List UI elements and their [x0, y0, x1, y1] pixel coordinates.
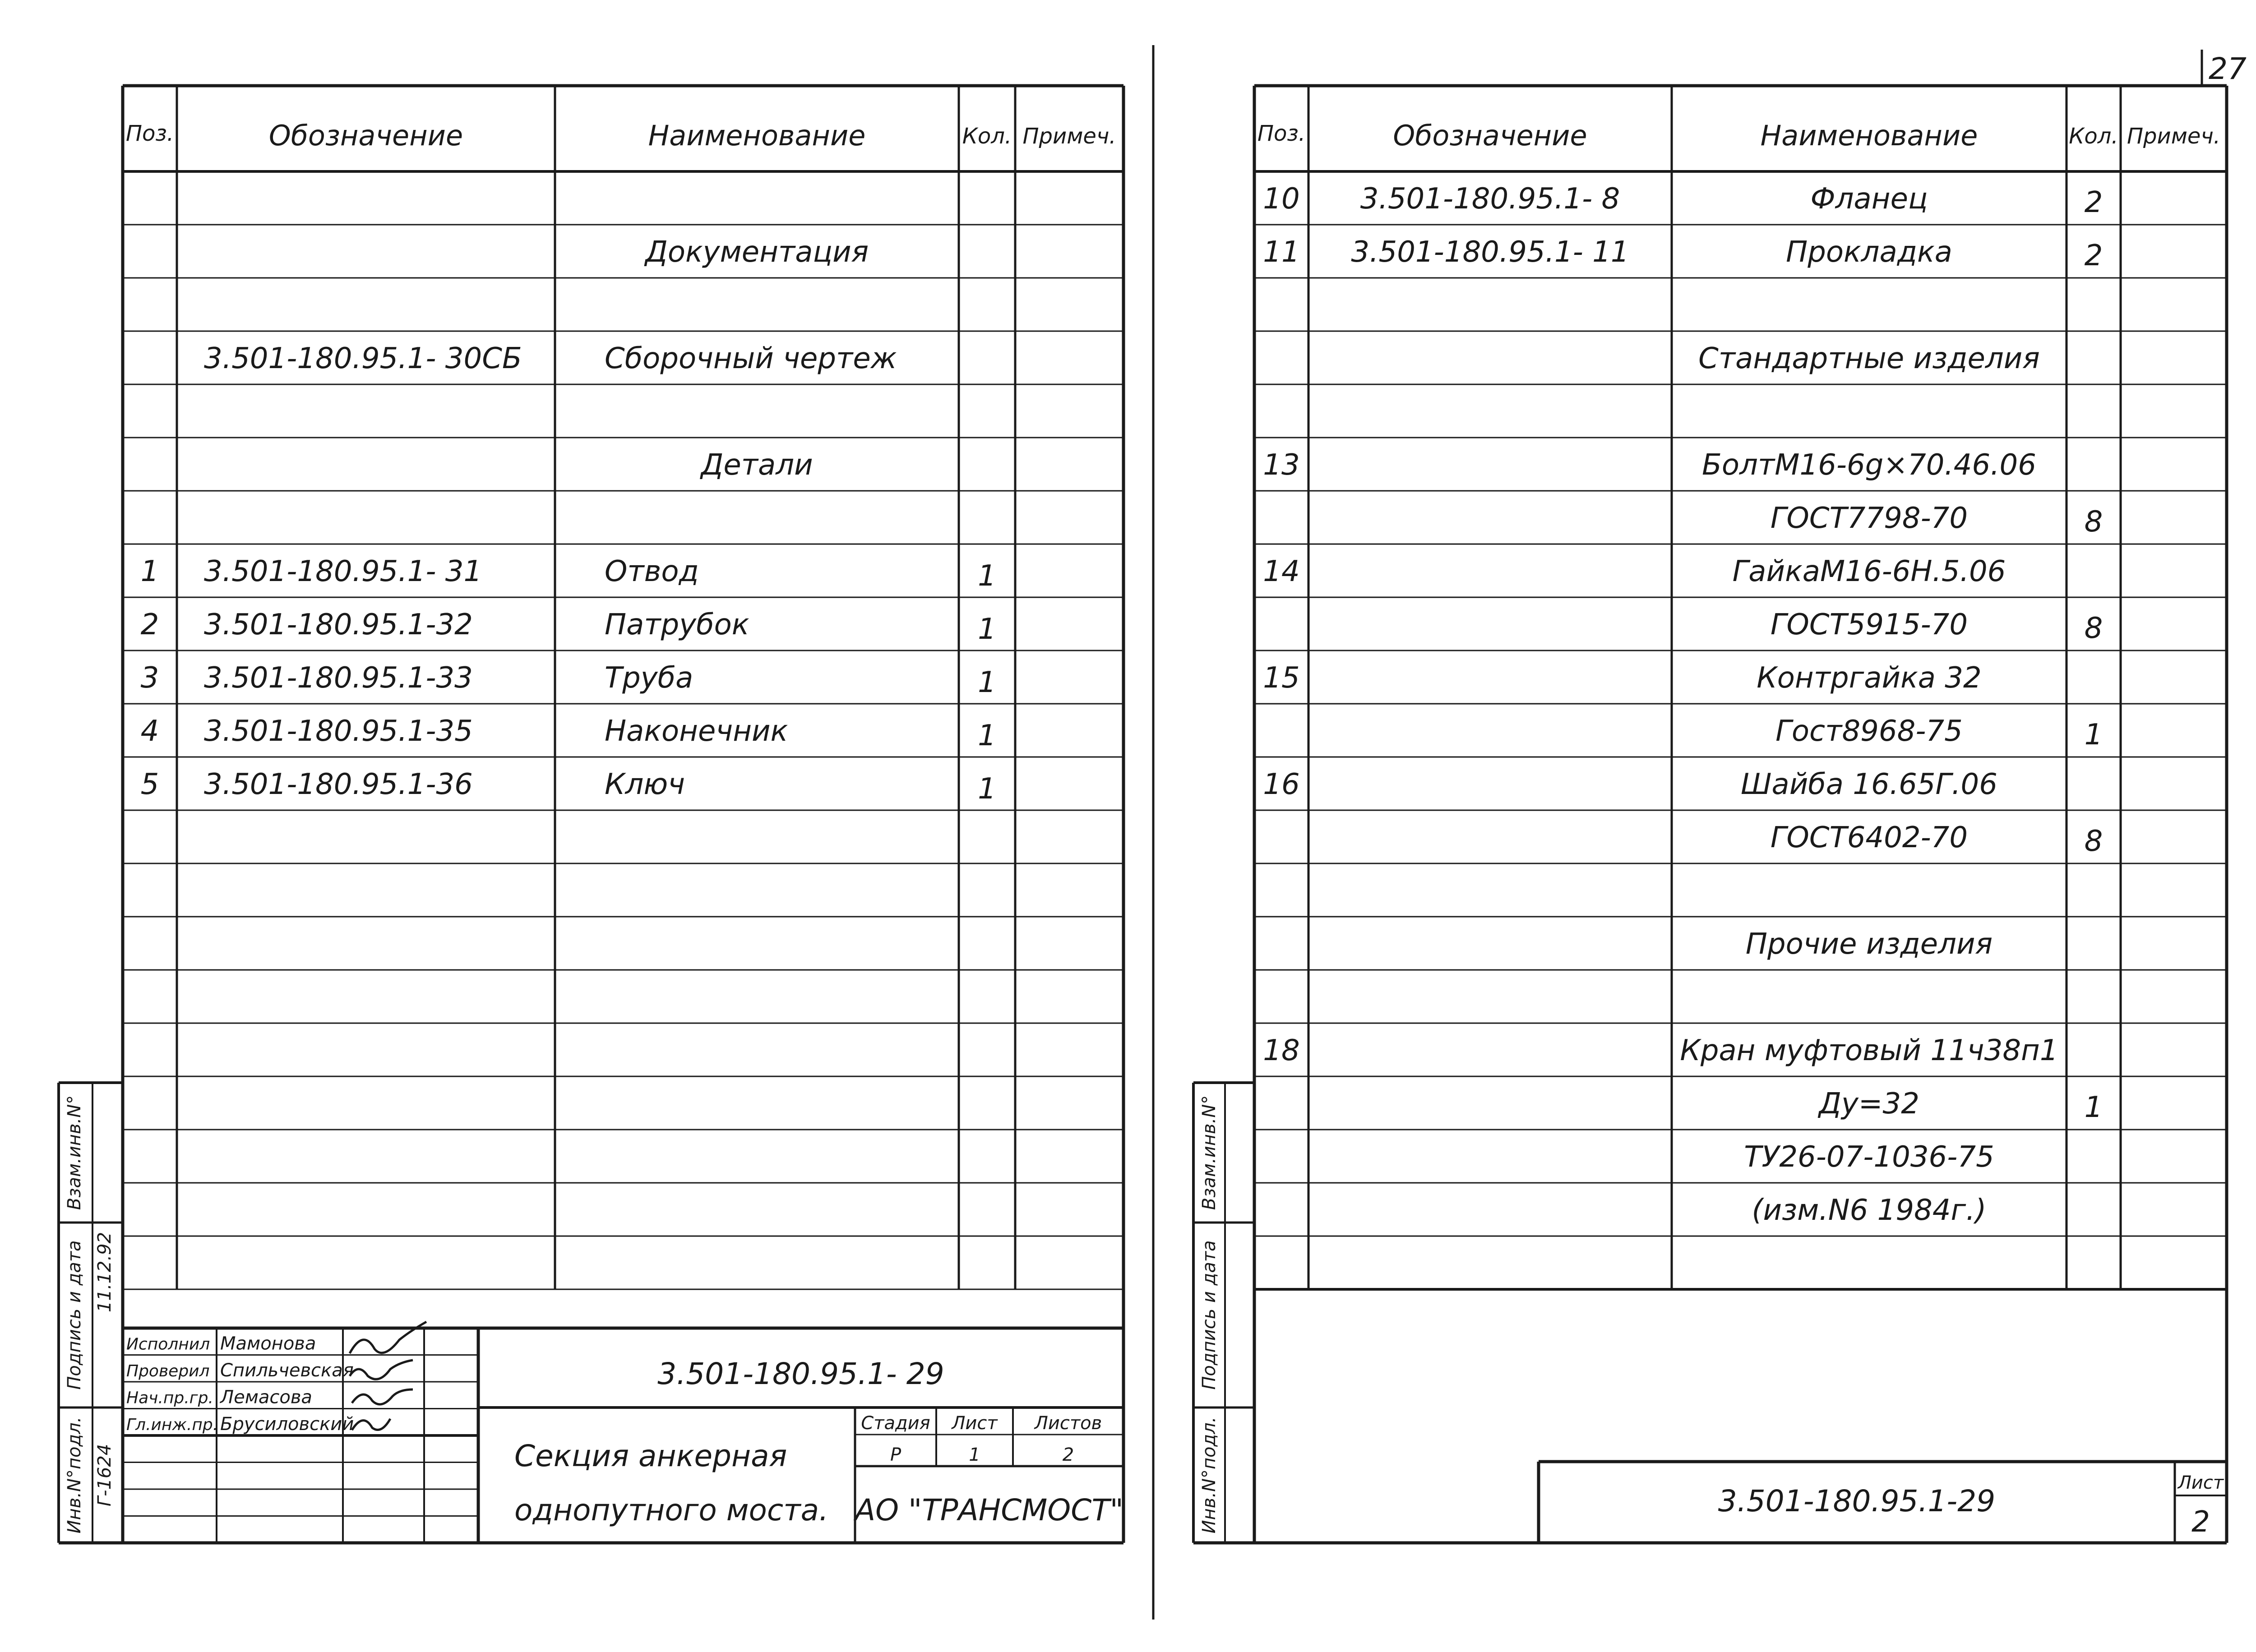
row-pos: 1	[140, 555, 159, 588]
row-designation: 3.501-180.95.1-33	[204, 661, 473, 695]
title-line-1: Секция анкерная	[514, 1439, 787, 1473]
row-pos: 18	[1263, 1034, 1300, 1067]
person-role: Нач.пр.гр.	[126, 1389, 213, 1407]
row-pos: 2	[140, 608, 159, 641]
header-qty: Кол.	[962, 124, 1012, 149]
person-role: Гл.инж.пр.	[126, 1416, 218, 1434]
side-value-sign-date: 11.12.92	[94, 1232, 115, 1313]
left-sheet	[59, 86, 1123, 1543]
row-designation: 3.501-180.95.1- 31	[204, 555, 482, 588]
row-name: Сборочный чертеж	[605, 342, 897, 375]
title-doc-number: 3.501-180.95.1-29	[1718, 1484, 1996, 1518]
row-name: Шайба 16.65Г.06	[1741, 768, 1997, 801]
row-name: (изм.N6 1984г.)	[1752, 1194, 1987, 1227]
person-role: Исполнил	[126, 1335, 210, 1354]
row-name: Труба	[605, 661, 693, 695]
sheet-value: 1	[969, 1444, 980, 1465]
row-pos: 5	[140, 768, 159, 801]
row-name: Ключ	[605, 768, 685, 801]
row-name: Отвод	[605, 555, 699, 588]
row-designation: 3.501-180.95.1- 30СБ	[204, 342, 522, 375]
person-name: Спильчевская	[220, 1360, 354, 1381]
row-name: ТУ26-07-1036-75	[1744, 1140, 1994, 1174]
header-pos: Поз.	[1257, 121, 1306, 146]
row-qty: 1	[978, 666, 996, 699]
row-designation: 3.501-180.95.1-35	[204, 715, 473, 748]
page-number: 27	[2209, 51, 2247, 86]
stage-value: Р	[890, 1444, 901, 1465]
row-qty: 1	[978, 613, 996, 646]
row-qty: 8	[2084, 612, 2103, 645]
row-pos: 16	[1263, 768, 1300, 801]
header-name: Наименование	[648, 119, 866, 152]
side-label-inv-subst: Взам.инв.N°	[1199, 1095, 1220, 1210]
row-name: ГОСТ7798-70	[1770, 502, 1968, 535]
person-name: Лемасова	[220, 1387, 312, 1408]
row-name: Контргайка 32	[1757, 661, 1982, 695]
row-name: Стандартные изделия	[1698, 342, 2040, 375]
title-line-2: однопутного моста.	[514, 1493, 829, 1527]
header-qty: Кол.	[2069, 124, 2118, 149]
signature-2	[350, 1360, 413, 1379]
header-note: Примеч.	[1022, 124, 1116, 149]
side-label-sign-date: Подпись и дата	[64, 1240, 85, 1390]
row-name: Патрубок	[605, 608, 749, 641]
row-pos: 4	[140, 715, 159, 748]
row-name: Документация	[645, 235, 869, 269]
person-role: Проверил	[126, 1362, 210, 1380]
side-label-inv-orig: Инв.N°подл.	[1199, 1417, 1220, 1534]
sheets-value: 2	[1062, 1444, 1074, 1465]
signature-4	[352, 1419, 390, 1430]
row-name: Детали	[701, 448, 813, 482]
row-pos: 10	[1263, 182, 1300, 216]
person-name: Мамонова	[220, 1333, 316, 1354]
row-name: Прочие изделия	[1745, 928, 1993, 961]
row-designation: 3.501-180.95.1- 11	[1351, 235, 1629, 269]
row-name: БолтМ16-6g×70.46.06	[1702, 448, 2036, 482]
row-name: ГОСТ5915-70	[1770, 608, 1968, 641]
side-label-inv-subst: Взам.инв.N°	[64, 1095, 85, 1210]
signature-3	[352, 1389, 413, 1404]
side-label-sign-date: Подпись и дата	[1199, 1240, 1220, 1390]
header-designation: Обозначение	[268, 119, 463, 152]
row-name: Ду=32	[1819, 1087, 1919, 1121]
row-name: Фланец	[1810, 182, 1928, 216]
row-qty: 1	[978, 772, 996, 806]
row-designation: 3.501-180.95.1- 8	[1360, 182, 1620, 216]
side-label-inv-orig: Инв.N°подл.	[64, 1417, 85, 1534]
row-qty: 8	[2084, 505, 2103, 539]
person-name: Брусиловский	[220, 1414, 354, 1435]
stage-label: Стадия	[861, 1413, 930, 1434]
header-note: Примеч.	[2127, 124, 2221, 149]
organization: АО "ТРАНСМОСТ"	[855, 1493, 1124, 1527]
row-qty: 1	[978, 719, 996, 752]
row-name: Гост8968-75	[1775, 715, 1963, 748]
row-name: Наконечник	[605, 715, 788, 748]
row-designation: 3.501-180.95.1-32	[204, 608, 473, 641]
sheet-label: Лист	[2177, 1472, 2224, 1493]
row-name: ГОСТ6402-70	[1770, 821, 1968, 854]
row-designation: 3.501-180.95.1-36	[204, 768, 473, 801]
row-qty: 2	[2084, 186, 2103, 219]
sheets-label: Листов	[1034, 1413, 1102, 1434]
header-pos: Поз.	[125, 121, 174, 146]
row-pos: 3	[140, 661, 159, 695]
row-qty: 2	[2084, 239, 2103, 272]
row-pos: 11	[1263, 235, 1300, 269]
row-name: Прокладка	[1786, 235, 1952, 269]
header-designation: Обозначение	[1393, 119, 1587, 152]
row-pos: 13	[1263, 448, 1300, 482]
title-doc-number: 3.501-180.95.1- 29	[657, 1357, 944, 1391]
header-name: Наименование	[1760, 119, 1978, 152]
sheet-label: Лист	[952, 1413, 998, 1434]
row-qty: 1	[2084, 1091, 2103, 1124]
sheet-value: 2	[2191, 1505, 2210, 1539]
side-value-inv-orig: Г-1624	[94, 1444, 115, 1507]
row-qty: 8	[2084, 825, 2103, 858]
row-pos: 14	[1263, 555, 1300, 588]
row-qty: 1	[978, 559, 996, 593]
row-pos: 15	[1263, 661, 1300, 695]
row-name: ГайкаМ16-6Н.5.06	[1732, 555, 2006, 588]
right-sheet	[1193, 50, 2247, 1543]
row-qty: 1	[2084, 718, 2103, 752]
row-name: Кран муфтовый 11ч38п1	[1680, 1034, 2058, 1067]
